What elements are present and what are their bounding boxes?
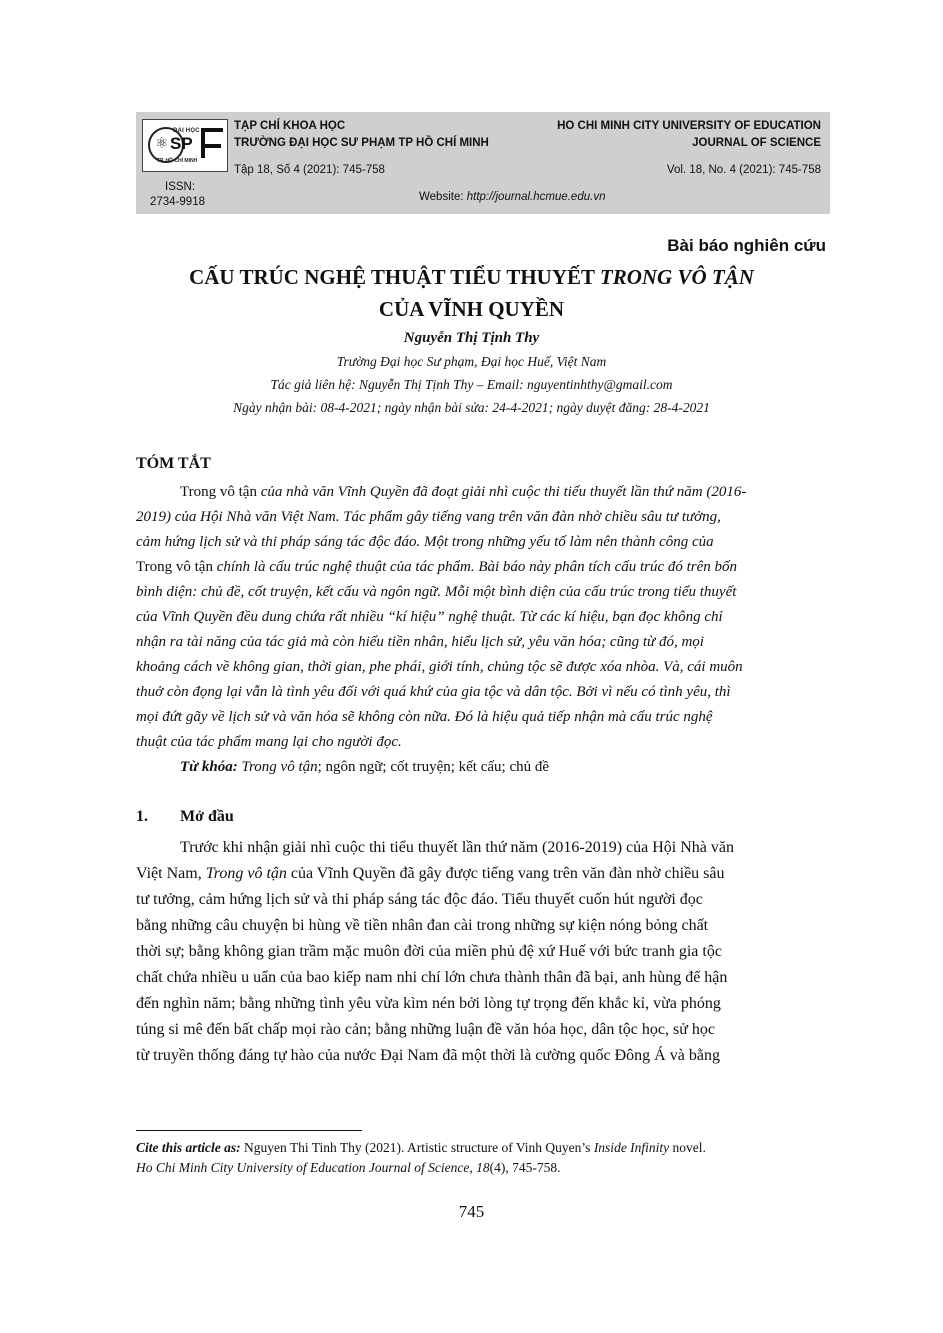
section-number: 1. [136, 808, 148, 825]
body-text: Việt Nam, [136, 865, 206, 882]
novel-title: Trong vô tận [205, 865, 287, 882]
body-line: chất chứa nhiều u uẩn của bao kiếp nam nhi chí lớn chưa thành thân đã bại, anh hùng để hận [136, 969, 728, 986]
abstract-heading: TÓM TẮT [136, 455, 211, 472]
citation-text: Nguyen Thi Tinh Thy (2021). Artistic structure of Vinh Quyen’s [240, 1140, 594, 1155]
keywords-label: Từ khóa: [180, 759, 238, 775]
website-link[interactable]: http://journal.hcmue.edu.vn [466, 191, 606, 203]
article-title-line2: CỦA VĨNH QUYỀN [378, 297, 565, 321]
citation-label: Cite this article as: [136, 1140, 241, 1155]
abstract-line: khoảng cách về không gian, thời gian, phe phái, giới tính, chủng tộc sẽ được xóa nhòa. Và, cái muôn [136, 659, 743, 675]
section-heading: Mở đầu [180, 808, 234, 825]
body-line: bằng những câu chuyện bi hùng về tiền nhân đan cài trong những sự kiện nóng bỏng chất [136, 917, 709, 934]
website-label: Website: [419, 191, 464, 203]
citation-text: novel. [669, 1140, 706, 1155]
journal-vi-name-line1: TẠP CHÍ KHOA HỌC [234, 120, 346, 132]
keywords [136, 755, 830, 780]
body-line [136, 861, 830, 887]
novel-title: Trong vô tận [136, 559, 213, 575]
abstract-line: cảm hứng lịch sử và thi pháp sáng tác độc đáo. Một trong những yếu tố làm nên thành công của [136, 534, 714, 550]
abstract-line: thuật của tác phẩm mang lại cho người đọc. [136, 734, 402, 750]
issn-value: 2734-9918 [150, 196, 205, 208]
logo-text-main: SP [170, 134, 193, 153]
title-normal: CẤU TRÚC NGHỆ THUẬT TIỂU THUYẾT [189, 265, 600, 289]
footnote-divider [136, 1130, 362, 1131]
abstract-line: nhận ra tài năng của tác giả mà còn hiểu tiền nhân, hiểu lịch sử, yêu văn hóa; cũng từ đó, mọi [136, 634, 704, 650]
abstract-text: chính là cấu trúc nghệ thuật của tác phẩm. Bài báo này phân tích cấu trúc đó trên bốn [212, 559, 738, 575]
atom-symbol-icon: ⚛ [155, 134, 169, 152]
body-line: từ truyền thống đáng tự hào của nước Đại Nam đã một thời là cường quốc Đông Á và bằng [136, 1047, 720, 1064]
journal-en-name-line2: JOURNAL OF SCIENCE [692, 137, 821, 149]
abstract-line: 2019) của Hội Nhà văn Việt Nam. Tác phẩm gây tiếng vang trên văn đàn nhờ chiều sâu tư tưởng, [136, 509, 721, 525]
journal-vi-name-line2: TRƯỜNG ĐẠI HỌC SƯ PHẠM TP HỒ CHÍ MINH [234, 137, 489, 149]
body-line: tư tưởng, cảm hứng lịch sử và thi pháp sáng tác độc đáo. Tiểu thuyết cuốn hút người đọc [136, 891, 703, 908]
journal-logo [142, 119, 228, 172]
title-italic: TRONG VÔ TẬN [599, 265, 754, 289]
submission-dates: Ngày nhận bài: 08-4-2021; ngày nhận bài sửa: 24-4-2021; ngày duyệt đăng: 28-4-2021 [233, 400, 710, 415]
author-name: Nguyễn Thị Tịnh Thy [403, 330, 540, 346]
article-type: Bài báo nghiên cứu [667, 236, 826, 255]
abstract-line: mọi đứt gãy về lịch sử và văn hóa sẽ không còn nữa. Đó là hiệu quả tiếp nhận mà cấu trúc nghệ [136, 709, 713, 725]
logo-text-bottom: TP. HỒ CHÍ MINH [157, 158, 198, 164]
body-line: Trước khi nhận giải nhì cuộc thi tiểu thuyết lần thứ năm (2016-2019) của Hội Nhà văn [180, 839, 734, 856]
citation-line2 [136, 1158, 830, 1178]
citation-line1 [136, 1138, 830, 1158]
affiliation: Trường Đại học Sư phạm, Đại học Huế, Việt Nam [336, 354, 607, 369]
logo-text-top: ĐẠI HỌC [173, 128, 200, 134]
journal-en-name-line1: HO CHI MINH CITY UNIVERSITY OF EDUCATION [557, 120, 821, 132]
volume-en: Vol. 18, No. 4 (2021): 745-758 [666, 164, 821, 176]
website [419, 190, 605, 204]
body-line: đến nghìn năm; bằng những tình yêu vừa kìm nén bởi lòng tự trọng đến khắc kỉ, vừa phóng [136, 995, 721, 1012]
body-line: túng si mê đến bất chấp mọi rào cản; bằng những luận đề văn hóa học, dân tộc học, sử học [136, 1021, 715, 1038]
abstract-line [136, 480, 830, 505]
body-text: của Vĩnh Quyền đã gây được tiếng vang trên văn đàn nhờ chiều sâu [286, 865, 725, 882]
citation-pages: (4), 745-758. [489, 1160, 561, 1175]
citation-title-en: Inside Infinity [593, 1140, 670, 1155]
volume-vi: Tập 18, Số 4 (2021): 745-758 [234, 164, 385, 176]
keyword-novel-title: Trong vô tận [237, 759, 318, 775]
page-number: 745 [458, 1202, 485, 1221]
abstract-line [136, 555, 830, 580]
citation-journal: Ho Chi Minh City University of Education Journal of Science, 18 [136, 1160, 490, 1175]
abstract-text: của nhà văn Vĩnh Quyền đã đoạt giải nhì cuộc thi tiểu thuyết lần thứ năm (2016- [256, 484, 747, 500]
body-line: thời sự; bằng không gian trầm mặc muôn đời của miền phủ đệ xứ Huế với bức tranh gia tộc [136, 943, 722, 960]
abstract-line: của Vĩnh Quyền đều dung chứa rất nhiều “kí hiệu” nghệ thuật. Từ các kí hiệu, bạn đọc không chỉ [136, 609, 723, 625]
novel-title: Trong vô tận [180, 484, 257, 500]
issn-label: ISSN: [165, 181, 196, 193]
abstract-line: thuở còn đọng lại vẫn là tình yêu đối với quá khứ của gia tộc và dân tộc. Bởi vì nếu có tình yêu, thì [136, 684, 731, 700]
corresponding-author: Tác giả liên hệ: Nguyễn Thị Tịnh Thy – Email: nguyentinhthy@gmail.com [270, 377, 673, 392]
logo-mark-icon [201, 128, 223, 158]
keywords-list: ; ngôn ngữ; cốt truyện; kết cấu; chủ đề [317, 759, 550, 775]
logo-mark-bar-icon [205, 144, 221, 148]
abstract-line: bình diện: chủ đề, cốt truyện, kết cấu và ngôn ngữ. Mỗi một bình diện của cấu trúc trong tiểu thuyết [136, 584, 737, 600]
article-title-line1 [0, 262, 943, 292]
